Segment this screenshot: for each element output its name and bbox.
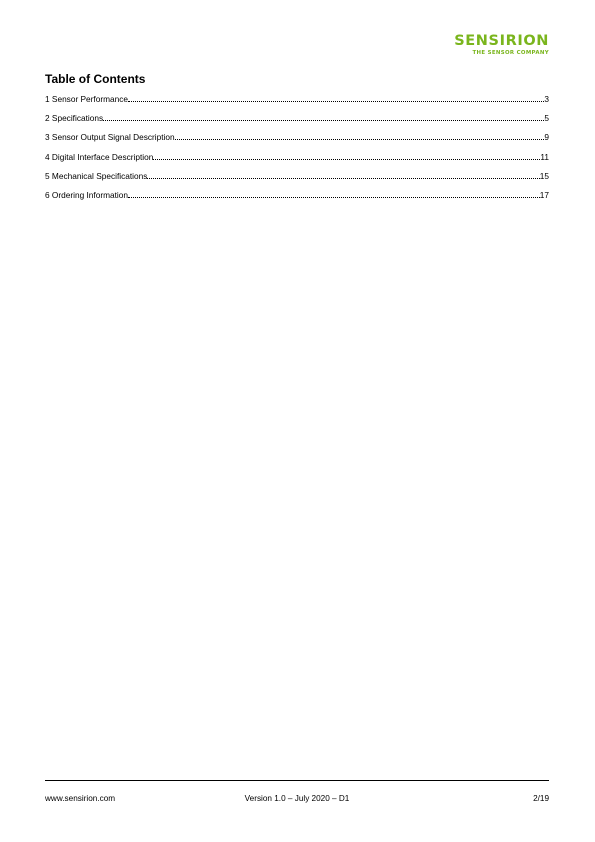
toc-dot-leader	[153, 158, 540, 160]
toc-entry-page[interactable]: 9	[544, 132, 549, 143]
sensirion-logo	[454, 34, 549, 57]
footer-divider	[45, 780, 549, 781]
toc-entry-page[interactable]: 15	[539, 170, 549, 181]
toc-entry-page[interactable]: 11	[540, 151, 549, 162]
toc-entry-page[interactable]: 5	[544, 113, 549, 124]
footer-version: Version 1.0 – July 2020 – D1	[244, 794, 350, 803]
toc-entry-label[interactable]: 6 Ordering Information	[45, 189, 129, 200]
toc-dot-leader	[128, 196, 540, 198]
toc-entry-page[interactable]: 3	[544, 94, 549, 104]
toc-entry-label[interactable]: 2 Specifications	[45, 113, 104, 124]
footer-website-link[interactable]: www.sensirion.com	[45, 794, 116, 803]
toc-entry[interactable]	[45, 171, 549, 190]
toc-list	[45, 94, 549, 209]
page-footer	[45, 793, 549, 805]
footer-page-number: 2/19	[533, 794, 549, 803]
toc-entry[interactable]	[45, 152, 549, 171]
logo-wordmark: SENSIRION	[454, 33, 549, 49]
toc-entry[interactable]	[45, 113, 549, 132]
toc-entry-label[interactable]: 1 Sensor Performance	[45, 94, 129, 104]
toc-dot-leader	[147, 177, 539, 179]
toc-entry-label[interactable]: 5 Mechanical Specifications	[45, 170, 148, 181]
toc-title: Table of Contents	[45, 72, 146, 86]
toc-entry[interactable]	[45, 190, 549, 209]
toc-entry-label[interactable]: 3 Sensor Output Signal Description	[45, 132, 175, 143]
toc-dot-leader	[175, 138, 545, 140]
toc-entry[interactable]	[45, 94, 549, 113]
toc-dot-leader	[103, 119, 544, 121]
toc-entry-page[interactable]: 17	[539, 189, 549, 200]
toc-dot-leader	[128, 100, 544, 102]
toc-entry[interactable]	[45, 132, 549, 151]
logo-tagline: THE SENSOR COMPANY	[472, 50, 549, 56]
toc-entry-label[interactable]: 4 Digital Interface Description	[45, 151, 154, 162]
